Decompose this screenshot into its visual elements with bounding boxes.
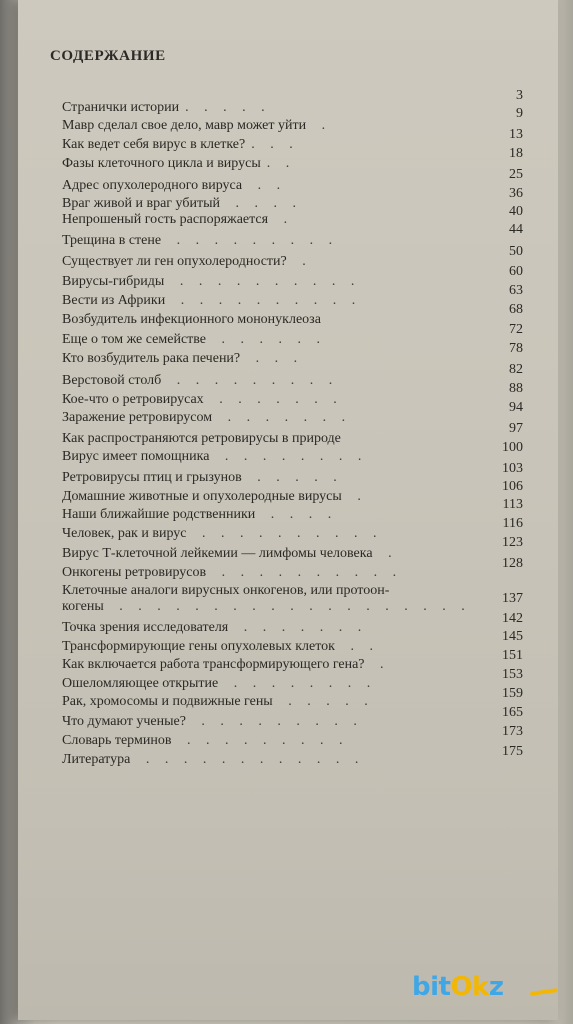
toc-page-number: 9 — [516, 106, 523, 121]
toc-page-number: 97 — [509, 421, 523, 436]
toc-entry: Как ведет себя вирус в клетке? . . . — [62, 137, 299, 152]
toc-page-number: 50 — [509, 244, 523, 259]
toc-entry: Мавр сделал свое дело, мавр может уйти . — [62, 118, 332, 133]
toc-entry: когены . . . . . . . . . . . . . . . . . . . — [62, 599, 471, 614]
toc-page-number: 44 — [509, 222, 523, 237]
toc-entry: Непрошеный гость распоряжается . — [62, 212, 294, 227]
toc-page-number: 142 — [502, 611, 523, 626]
toc-entry: Ошеломляющее открытие . . . . . . . . — [62, 676, 377, 691]
toc-entry: Кое-что о ретровирусах . . . . . . . — [62, 392, 343, 407]
toc-page-number: 123 — [502, 535, 523, 550]
toc-page-number: 116 — [502, 516, 523, 531]
toc-page-number: 18 — [509, 146, 523, 161]
toc-entry: Заражение ретровирусом . . . . . . . — [62, 410, 352, 425]
toc-entry: Вести из Африки . . . . . . . . . . — [62, 293, 362, 308]
toc-entry: Наши ближайшие родственники . . . . — [62, 507, 338, 522]
toc-entry: Рак, хромосомы и подвижные гены . . . . . — [62, 694, 374, 709]
toc-page-number: 68 — [509, 302, 523, 317]
watermark-left: bit — [412, 972, 451, 1002]
toc-page-number: 151 — [502, 648, 523, 663]
toc-page-number: 25 — [509, 167, 523, 182]
toc-entry: Что думают ученые? . . . . . . . . . — [62, 714, 363, 729]
toc-entry: Как распространяются ретровирусы в природе — [62, 431, 341, 446]
watermark-logo — [412, 972, 562, 1012]
toc-entry: Литература . . . . . . . . . . . . — [62, 752, 365, 767]
toc-entry: Верстовой столб . . . . . . . . . — [62, 373, 339, 388]
toc-entry: Словарь терминов . . . . . . . . . — [62, 733, 349, 748]
toc-entry: Как включается работа трансформирующего гена? . — [62, 657, 390, 672]
toc-entry: Странички истории . . . . . — [62, 100, 271, 115]
toc-page-number: 137 — [502, 591, 523, 606]
toc-entry: Человек, рак и вирус . . . . . . . . . . — [62, 526, 383, 541]
toc-entry: Клеточные аналоги вирусных онкогенов, или протоон- — [62, 583, 390, 598]
toc-page-number: 40 — [509, 204, 523, 219]
toc-entry: Враг живой и враг убитый . . . . — [62, 196, 302, 211]
toc-page-number: 72 — [509, 322, 523, 337]
toc-page-number: 106 — [502, 479, 523, 494]
toc-page-number: 159 — [502, 686, 523, 701]
toc-page-number: 145 — [502, 629, 523, 644]
toc-entry: Еще о том же семействе . . . . . . — [62, 332, 327, 347]
toc-page-number: 128 — [502, 556, 523, 571]
toc-page-number: 82 — [509, 362, 523, 377]
toc-page-number: 94 — [509, 400, 523, 415]
toc-entry: Ретровирусы птиц и грызунов . . . . . — [62, 470, 343, 485]
toc-entry: Вирус Т-клеточной лейкемии — лимфомы человека . — [62, 546, 398, 561]
toc-page-number: 153 — [502, 667, 523, 682]
page-title: СОДЕРЖАНИЕ — [50, 48, 166, 64]
toc-entry: Трансформирующие гены опухолевых клеток . . — [62, 639, 379, 654]
toc-page-number: 173 — [502, 724, 523, 739]
toc-entry: Адрес опухолеродного вируса . . — [62, 178, 287, 193]
toc-page-number: 113 — [502, 497, 523, 512]
toc-page-number: 13 — [509, 127, 523, 142]
toc-page-number: 165 — [502, 705, 523, 720]
toc-page-number: 3 — [516, 88, 523, 103]
toc-entry: Кто возбудитель рака печени? . . . — [62, 351, 304, 366]
toc-entry: Точка зрения исследователя . . . . . . . — [62, 620, 368, 635]
watermark-middle: Ok — [450, 972, 489, 1002]
toc-page-number: 100 — [502, 440, 523, 455]
toc-page-number: 60 — [509, 264, 523, 279]
toc-entry: Существует ли ген опухолеродности? . — [62, 254, 312, 269]
toc-page-number: 36 — [509, 186, 523, 201]
toc-entry: Домашние животные и опухолеродные вирусы . — [62, 489, 367, 504]
toc-entry: Вирусы-гибриды . . . . . . . . . . — [62, 274, 361, 289]
toc-page-number: 88 — [509, 381, 523, 396]
watermark-right: z — [488, 972, 504, 1002]
watermark-swoosh-icon — [530, 988, 558, 996]
toc-page-number: 103 — [502, 461, 523, 476]
toc-entry: Трещина в стене . . . . . . . . . — [62, 233, 339, 248]
toc-entry: Фазы клеточного цикла и вирусы . . — [62, 156, 296, 171]
toc-entry: Онкогены ретровирусов . . . . . . . . . . — [62, 565, 403, 580]
toc-entry: Вирус имеет помощника . . . . . . . . — [62, 449, 368, 464]
toc-page-number: 63 — [509, 283, 523, 298]
toc-page-number: 78 — [509, 341, 523, 356]
toc-page-number: 175 — [502, 744, 523, 759]
toc-entry: Возбудитель инфекционного мононуклеоза — [62, 312, 321, 327]
